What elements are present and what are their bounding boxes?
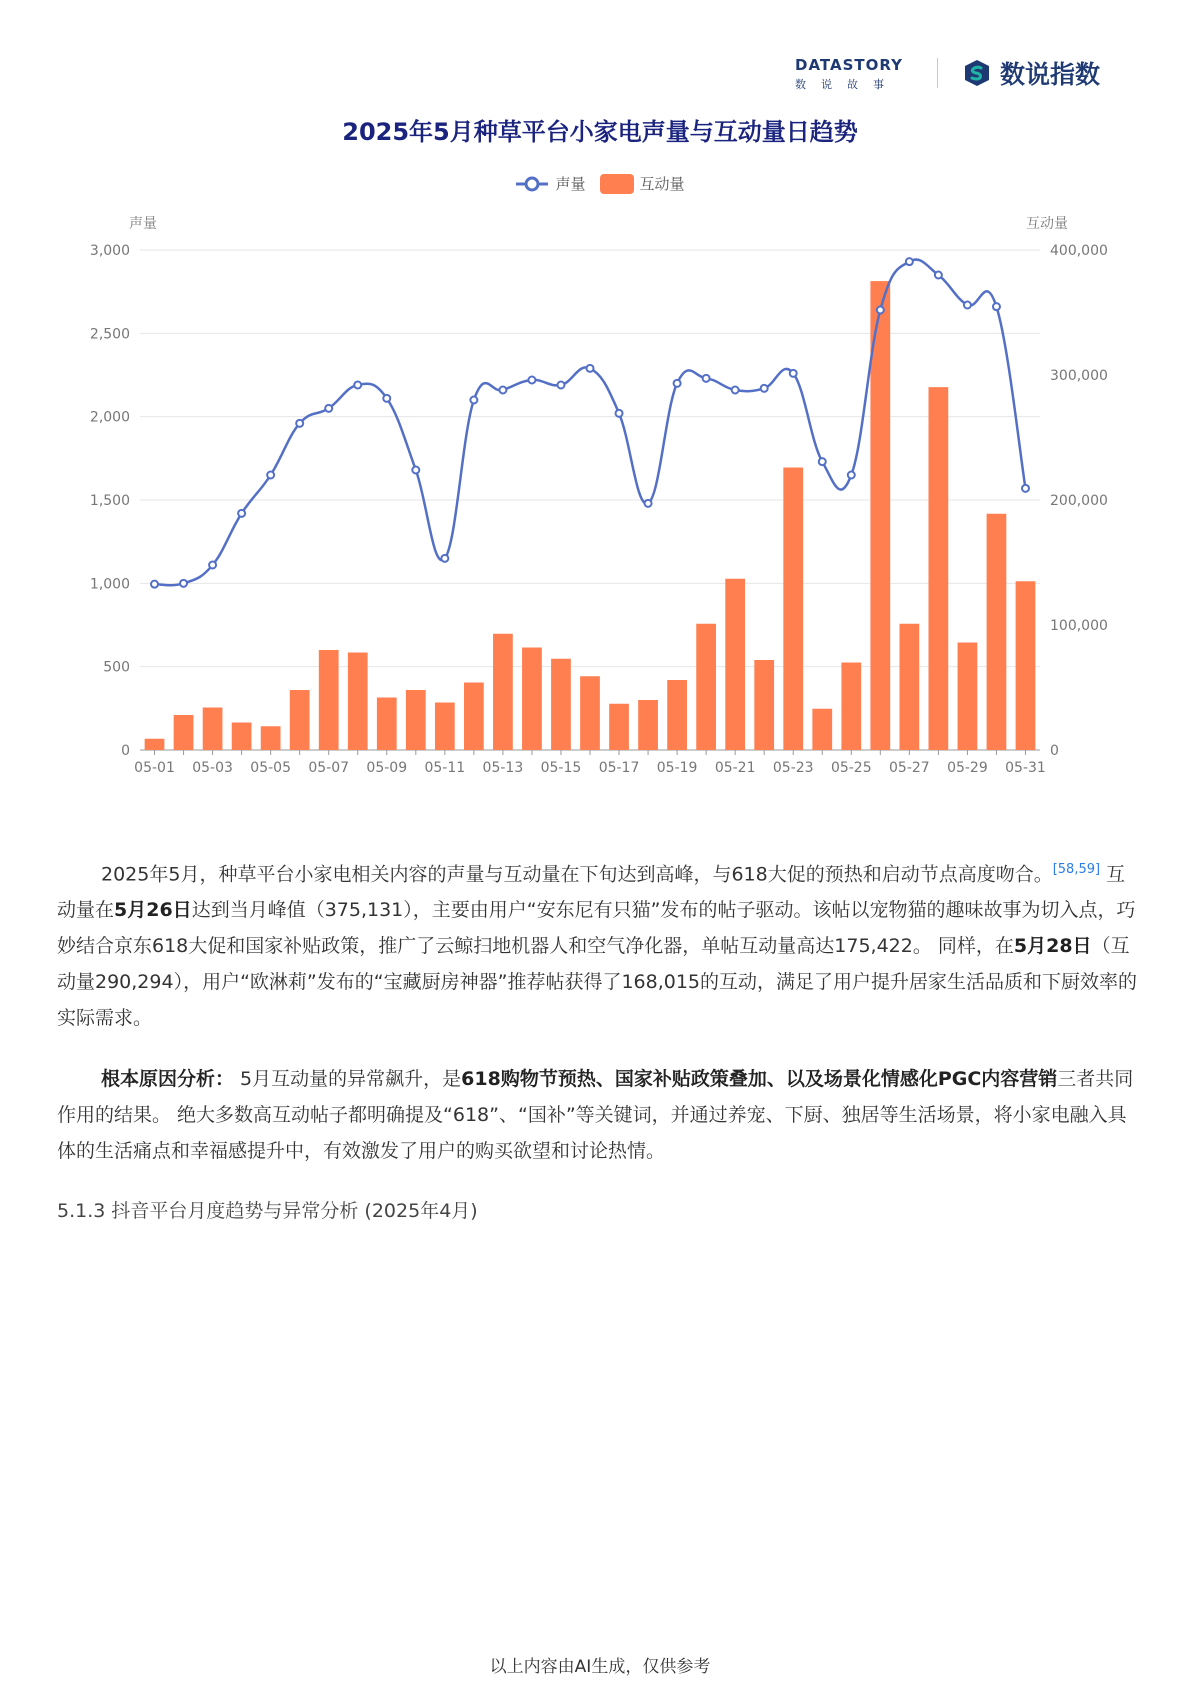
right-tick-label: 300,000 <box>1050 368 1108 384</box>
right-axis-label: 互动量 <box>1026 216 1068 232</box>
voice-point <box>1022 485 1029 492</box>
voice-point <box>993 303 1000 310</box>
brand-logo <box>962 55 1100 91</box>
right-tick-label: 100,000 <box>1050 618 1108 634</box>
interaction-bar <box>406 690 426 750</box>
interaction-bar <box>435 703 455 751</box>
interaction-bar <box>319 650 339 750</box>
interaction-bar <box>841 663 861 751</box>
p2-text-b: 三者共同作用的结果。 绝大多数高互动帖子都明确提及“618”、“国补”等关键词，并通过养宠、下厨、独居等生活场景，将小家电融入具体的生活痛点和幸福感提升中，有效激发了用户的购买欲望和讨论热情。 <box>57 1068 1134 1162</box>
left-tick-label: 500 <box>103 659 130 676</box>
left-tick-label: 0 <box>121 743 130 759</box>
interaction-bar <box>493 634 513 750</box>
left-tick-label: 1,500 <box>89 493 130 509</box>
voice-point <box>470 397 477 404</box>
x-tick-label: 05-01 <box>134 760 175 776</box>
footer-note: 以上内容由AI生成，仅供参考 <box>489 1657 711 1677</box>
interaction-bar <box>377 698 397 751</box>
interaction-bar <box>580 676 600 750</box>
brand-name: 数说指数 <box>1000 60 1101 89</box>
voice-point <box>209 562 216 569</box>
left-axis-label: 声量 <box>129 216 157 232</box>
voice-point <box>325 405 332 412</box>
interaction-bar <box>696 624 716 750</box>
voice-point <box>587 365 594 372</box>
voice-point <box>790 370 797 377</box>
interaction-bar <box>551 659 571 750</box>
voice-point <box>877 307 884 314</box>
legend-item-interaction[interactable] <box>600 173 685 194</box>
interaction-bar <box>754 660 774 750</box>
logo-divider <box>937 58 938 88</box>
voice-point <box>819 458 826 465</box>
citation-link[interactable]: [58,59] <box>1052 862 1101 877</box>
interaction-bar <box>145 739 165 750</box>
trend-chart <box>0 200 1200 800</box>
voice-point <box>935 272 942 279</box>
x-tick-label: 05-13 <box>482 760 524 776</box>
x-tick-label: 05-05 <box>250 760 291 776</box>
analysis-paragraph-1 <box>57 852 1140 1036</box>
voice-point <box>906 258 913 265</box>
interaction-bar <box>522 648 542 751</box>
legend-bar-icon <box>600 174 634 194</box>
x-tick-label: 05-31 <box>1005 760 1046 776</box>
chart-title: 2025年5月种草平台小家电声量与互动量日趋势 <box>342 118 858 146</box>
legend-line-icon <box>515 174 549 194</box>
left-tick-label: 2,000 <box>89 409 130 426</box>
p1-text-b: 互动量在 <box>57 863 1126 922</box>
voice-point <box>645 500 652 507</box>
voice-point <box>238 510 245 517</box>
voice-point <box>354 382 361 389</box>
voice-point <box>761 385 768 392</box>
x-tick-label: 05-15 <box>540 760 582 776</box>
x-tick-label: 05-19 <box>656 760 698 776</box>
interaction-bar <box>638 700 658 750</box>
legend-label-voice: 声量 <box>555 175 586 193</box>
voice-point <box>964 302 971 309</box>
datastory-logo <box>795 56 920 92</box>
interaction-bar <box>348 653 368 751</box>
right-tick-label: 400,000 <box>1050 243 1108 259</box>
voice-point <box>703 375 710 382</box>
x-tick-label: 05-25 <box>830 760 872 776</box>
voice-point <box>441 555 448 562</box>
p2-bold-causes: 618购物节预热、国家补贴政策叠加、以及场景化情感化PGC内容营销 <box>461 1068 1058 1090</box>
voice-point <box>499 387 506 394</box>
p2-bold-heading: 根本原因分析： <box>101 1068 235 1090</box>
interaction-bar <box>203 708 223 751</box>
voice-point <box>296 420 303 427</box>
voice-point <box>616 410 623 417</box>
p1-bold-date-2: 5月28日 <box>1013 935 1092 958</box>
interaction-bar <box>783 468 803 751</box>
interaction-bar <box>899 624 919 750</box>
x-tick-label: 05-29 <box>947 760 988 776</box>
voice-point <box>383 395 390 402</box>
right-tick-label: 0 <box>1050 743 1059 759</box>
brand-s-icon <box>962 58 992 88</box>
x-tick-label: 05-21 <box>714 760 756 776</box>
interaction-bar <box>929 387 949 750</box>
x-tick-label: 05-17 <box>598 760 640 776</box>
voice-point <box>412 467 419 474</box>
left-tick-label: 3,000 <box>89 243 130 259</box>
x-tick-label: 05-07 <box>308 760 350 776</box>
voice-point <box>557 382 564 389</box>
voice-point <box>528 377 535 384</box>
datastory-logo-text: DATASTORY <box>795 56 903 74</box>
voice-point <box>732 387 739 394</box>
legend-item-voice[interactable] <box>515 173 585 194</box>
interaction-bar <box>667 680 687 750</box>
x-tick-label: 05-11 <box>424 760 466 776</box>
interaction-bar <box>812 709 832 750</box>
x-tick-label: 05-09 <box>366 760 408 776</box>
interaction-bar <box>725 579 745 750</box>
left-tick-label: 1,000 <box>89 576 130 593</box>
chart-legend <box>0 173 1200 194</box>
voice-point <box>151 581 158 588</box>
interaction-bar <box>290 690 310 750</box>
interaction-bar <box>261 726 281 750</box>
left-tick-label: 2,500 <box>89 326 130 343</box>
x-tick-label: 05-23 <box>772 760 814 776</box>
analysis-paragraph-2 <box>57 1061 1140 1169</box>
voice-series-line <box>155 260 1026 586</box>
voice-point <box>180 580 187 587</box>
voice-point <box>267 472 274 479</box>
p1-text-c: 达到当月峰值（375,131），主要由用户“安东尼有只猫”发布的帖子驱动。该帖以宠物猫的趣味故事为切入点，巧妙结合京东618大促和国家补贴政策，推广了云鲸扫地机器人和空气净化器，单帖互动量高达175,422。 同样，在 <box>57 899 1136 958</box>
interaction-bar <box>174 715 194 750</box>
p1-text-a: 2025年5月，种草平台小家电相关内容的声量与互动量在下旬达到高峰，与618大促的预热和启动节点高度吻合。 <box>101 863 1053 886</box>
interaction-bar <box>1016 581 1036 750</box>
p1-text-d: （互动量290,294），用户“欧淋莉”发布的“宝藏厨房神器”推荐帖获得了168,015的互动，满足了用户提升居家生活品质和下厨效率的实际需求。 <box>57 935 1138 1030</box>
legend-label-interaction: 互动量 <box>639 175 685 193</box>
section-heading: 5.1.3 抖音平台月度趋势与异常分析 (2025年4月) <box>57 1200 478 1222</box>
interaction-bar <box>232 723 252 751</box>
voice-point <box>674 380 681 387</box>
interaction-bar <box>987 514 1007 750</box>
interaction-bar <box>464 683 484 751</box>
p2-text-a: 5月互动量的异常飙升，是 <box>234 1068 462 1090</box>
interaction-bar <box>958 643 978 751</box>
voice-point <box>848 472 855 479</box>
p1-bold-date-1: 5月26日 <box>114 899 192 922</box>
x-tick-label: 05-27 <box>889 760 930 776</box>
datastory-logo-subtext: 数说故事 <box>795 78 899 91</box>
interaction-bar <box>609 704 629 750</box>
x-tick-label: 05-03 <box>192 760 233 776</box>
right-tick-label: 200,000 <box>1050 493 1108 509</box>
